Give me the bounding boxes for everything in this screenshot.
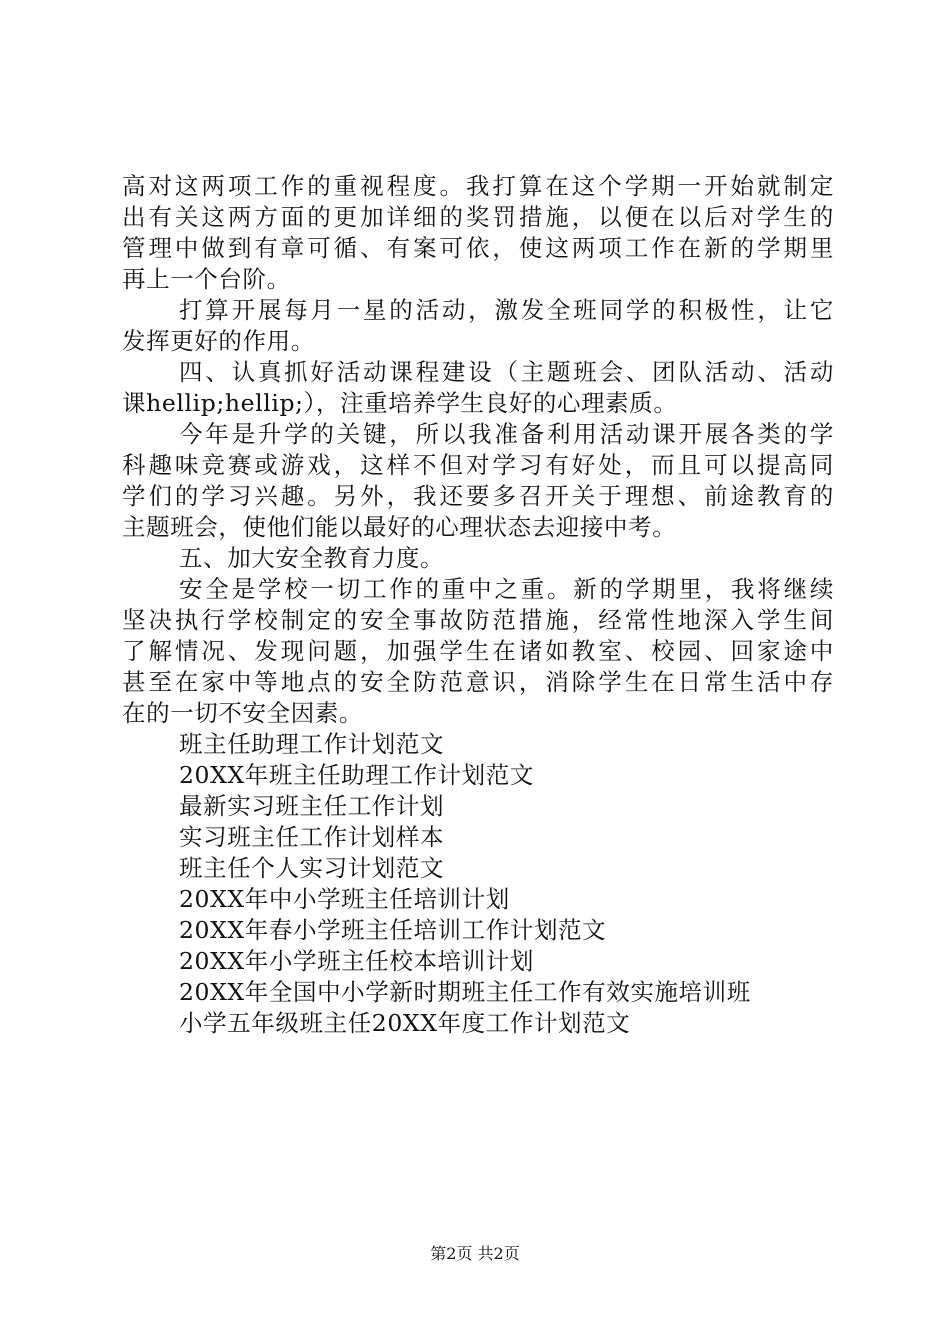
text-line: 课hellip;hellip;），注重培养学生良好的心理素质。 — [122, 389, 678, 417]
text-line: 主题班会，使他们能以最好的心理状态去迎接中考。 — [122, 513, 677, 541]
text-line: 学们的学习兴趣。另外，我还要多召开关于理想、前途教育的 — [122, 482, 834, 510]
document-body — [122, 171, 834, 1039]
text-line: 今年是升学的关键，所以我准备利用活动课开展各类的学 — [179, 420, 834, 448]
text-line: 发挥更好的作用。 — [122, 327, 315, 355]
related-title: 20XX年小学班主任校本培训计划 — [179, 947, 534, 975]
related-title: 小学五年级班主任20XX年度工作计划范文 — [179, 1009, 631, 1037]
related-title: 实习班主任工作计划样本 — [179, 823, 445, 851]
text-line: 科趣味竞赛或游戏，这样不但对学习有好处，而且可以提高同 — [122, 451, 834, 479]
text-line: 在的一切不安全因素。 — [122, 699, 363, 727]
text-line: 了解情况、发现问题，加强学生在诸如教室、校园、回家途中 — [122, 637, 834, 665]
text-line: 甚至在家中等地点的安全防范意识，消除学生在日常生活中存 — [122, 668, 834, 696]
text-line: 高对这两项工作的重视程度。我打算在这个学期一开始就制定 — [122, 172, 834, 200]
related-title: 最新实习班主任工作计划 — [179, 792, 445, 820]
related-title: 20XX年春小学班主任培训工作计划范文 — [179, 916, 607, 944]
text-line: 出有关这两方面的更加详细的奖罚措施，以便在以后对学生的 — [122, 203, 834, 231]
related-title: 班主任助理工作计划范文 — [179, 730, 445, 758]
related-title: 20XX年全国中小学新时期班主任工作有效实施培训班 — [179, 978, 751, 1006]
text-line: 管理中做到有章可循、有案可依，使这两项工作在新的学期里 — [122, 234, 834, 262]
section-heading: 五、加大安全教育力度。 — [179, 544, 445, 572]
section-heading: 四、认真抓好活动课程建设（主题班会、团队活动、活动 — [179, 358, 834, 386]
related-title: 20XX年中小学班主任培训计划 — [179, 885, 510, 913]
text-line: 打算开展每月一星的活动，激发全班同学的积极性，让它 — [179, 296, 834, 324]
related-title: 班主任个人实习计划范文 — [179, 854, 445, 882]
text-line: 再上一个台阶。 — [122, 265, 291, 293]
text-line: 安全是学校一切工作的重中之重。新的学期里，我将继续 — [179, 575, 834, 603]
related-title: 20XX年班主任助理工作计划范文 — [179, 761, 534, 789]
text-line: 坚决执行学校制定的安全事故防范措施，经常性地深入学生间 — [122, 606, 834, 634]
page-footer — [0, 1243, 950, 1265]
page-number-label: 第2页 共2页 — [430, 1244, 520, 1263]
